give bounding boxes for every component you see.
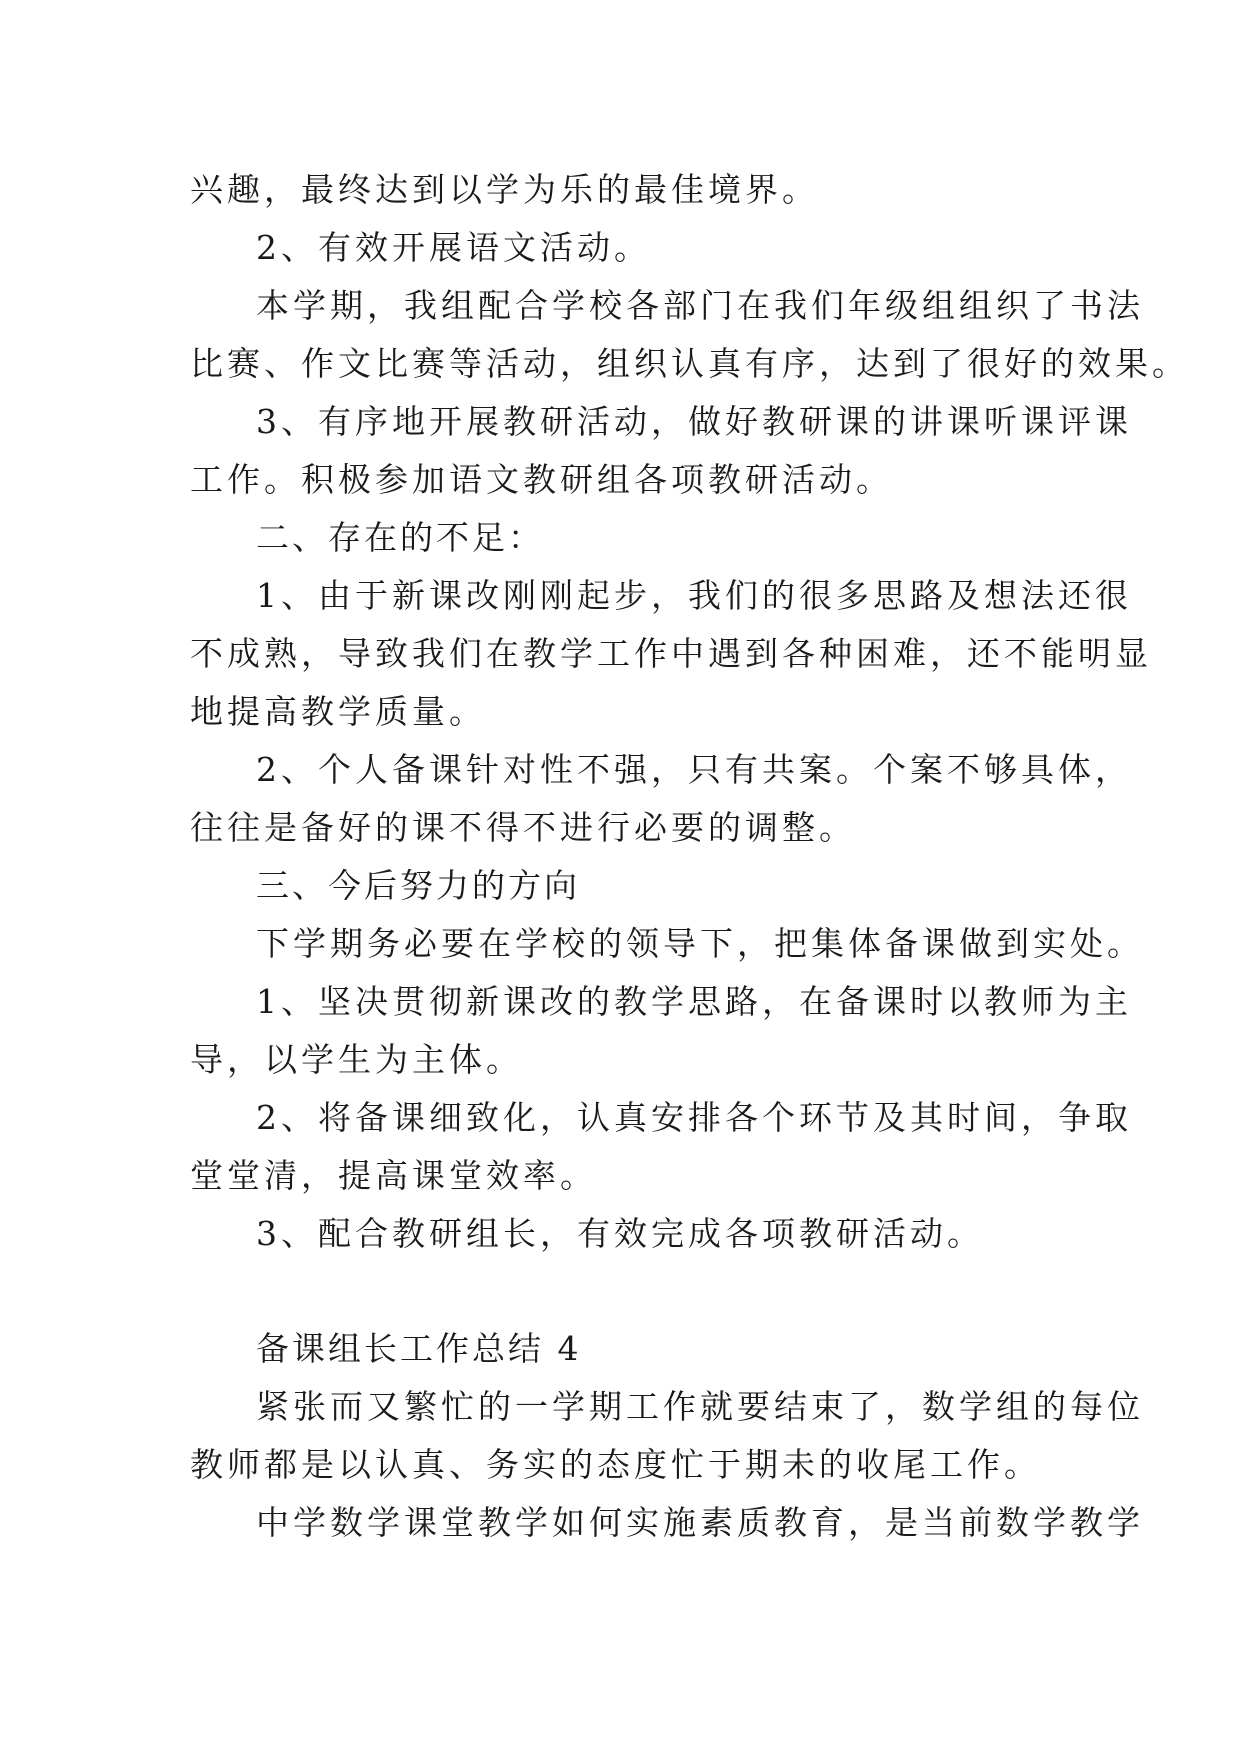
- text-line: 教师都是以认真、务实的态度忙于期未的收尾工作。: [190, 1445, 1041, 1484]
- text-line: 兴趣，最终达到以学为乐的最佳境界。: [190, 170, 819, 209]
- text-line: 工作。积极参加语文教研组各项教研活动。: [190, 460, 893, 499]
- list-item: 3、配合教研组长，有效完成各项教研活动。: [256, 1214, 984, 1253]
- text-line: 堂堂清，提高课堂效率。: [190, 1156, 597, 1195]
- section-heading: 三、今后努力的方向: [256, 866, 580, 905]
- text-line: 本学期，我组配合学校各部门在我们年级组组织了书法: [256, 286, 1144, 325]
- list-item: 1、坚决贯彻新课改的教学思路，在备课时以教师为主: [256, 982, 1132, 1021]
- text-line: 往往是备好的课不得不进行必要的调整。: [190, 808, 856, 847]
- list-item: 2、有效开展语文活动。: [256, 228, 651, 267]
- text-line: 下学期务必要在学校的领导下，把集体备课做到实处。: [256, 924, 1144, 963]
- list-item: 1、由于新课改刚刚起步，我们的很多思路及想法还很: [256, 576, 1132, 615]
- text-line: 地提高教学质量。: [190, 692, 486, 731]
- section-heading: 二、存在的不足：: [256, 518, 544, 557]
- text-line: 中学数学课堂教学如何实施素质教育，是当前数学教学: [256, 1503, 1144, 1542]
- text-line: 导，以学生为主体。: [190, 1040, 523, 1079]
- list-item: 2、将备课细致化，认真安排各个环节及其时间，争取: [256, 1098, 1132, 1137]
- text-line: 不成熟，导致我们在教学工作中遇到各种困难，还不能明显: [190, 634, 1152, 673]
- text-line: 紧张而又繁忙的一学期工作就要结束了，数学组的每位: [256, 1387, 1144, 1426]
- text-line: 比赛、作文比赛等活动，组织认真有序，达到了很好的效果。: [190, 344, 1189, 383]
- list-item: 3、有序地开展教研活动，做好教研课的讲课听课评课: [256, 402, 1132, 441]
- list-item: 2、个人备课针对性不强，只有共案。个案不够具体，: [256, 750, 1132, 789]
- section-title: 备课组长工作总结 4: [256, 1329, 582, 1368]
